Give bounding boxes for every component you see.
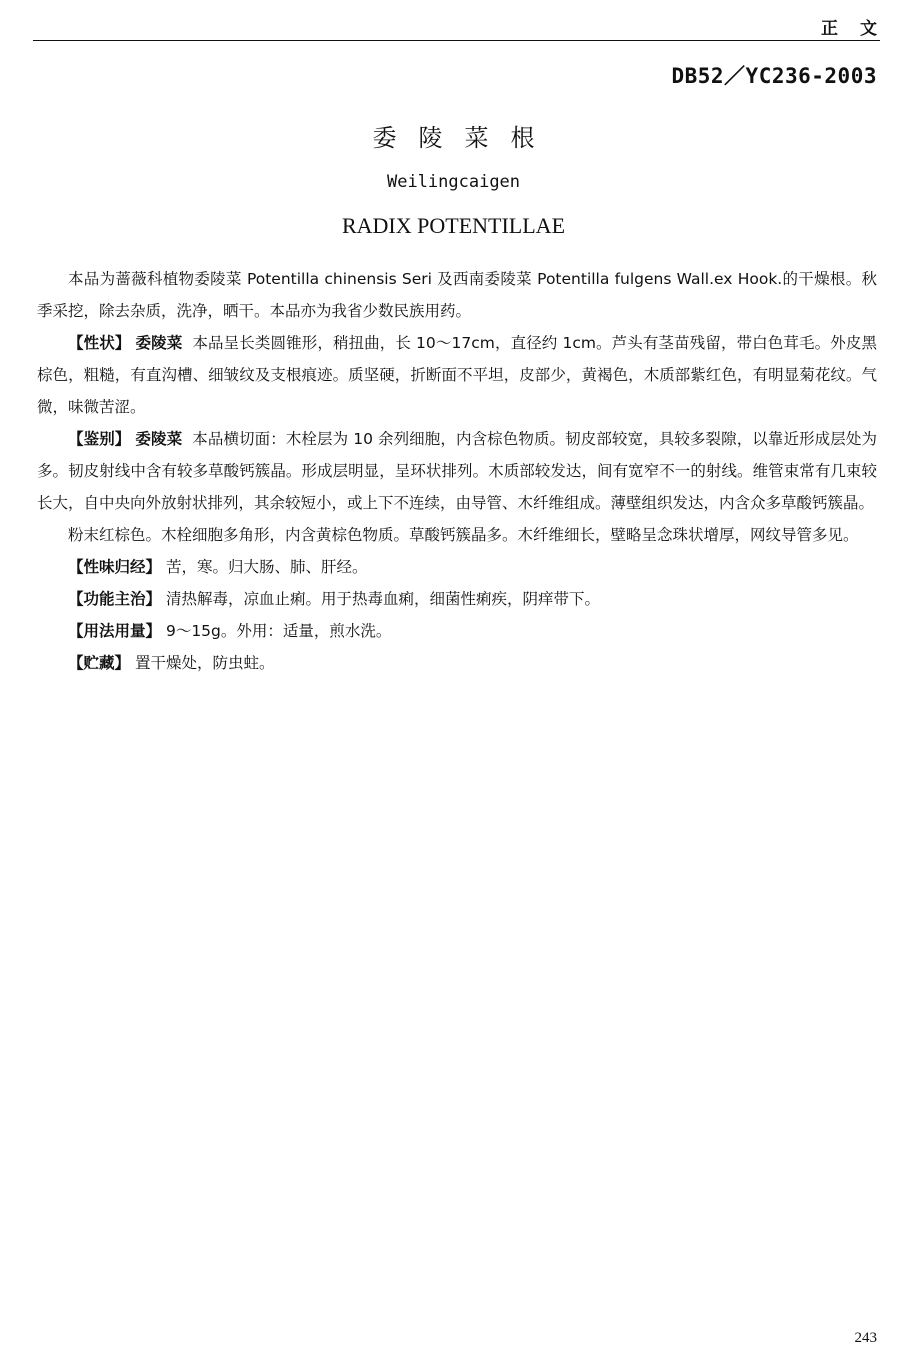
title-pinyin: Weilingcaigen	[386, 172, 521, 192]
intro-paragraph	[37, 263, 877, 327]
dosage-heading: 【用法用量】	[68, 622, 162, 640]
properties-subject: 委陵菜	[135, 334, 183, 352]
dosage-text: 9～15g。外用：适量，煎水洗。	[165, 622, 392, 640]
dosage-paragraph	[37, 615, 877, 647]
storage-heading: 【贮藏】	[68, 654, 131, 672]
header-rule	[33, 40, 880, 41]
storage-text: 置干燥处，防虫蛀。	[134, 654, 275, 672]
standard-number: DB52／YC236-2003	[671, 64, 877, 88]
functions-heading: 【功能主治】	[68, 590, 162, 608]
properties-text: 本品呈长类圆锥形，稍扭曲，长 10～17cm，直径约 1cm。芦头有茎苗残留，带白色茸毛。外皮黑棕色，粗糙，有直沟槽、细皱纹及支根痕迹。质坚硬，折断面不平坦，皮部少，黄褐色，木质部紫红色，有明显菊花纹。气微，味微苦涩。	[37, 334, 877, 416]
nature-meridian-paragraph	[37, 551, 877, 583]
powder-paragraph	[37, 519, 877, 551]
functions-paragraph	[37, 583, 877, 615]
identification-heading: 【鉴别】	[68, 430, 131, 448]
powder-text: 粉末红棕色。木栓细胞多角形，内含黄棕色物质。草酸钙簇晶多。木纤维细长，壁略呈念珠状增厚，网纹导管多见。	[68, 526, 859, 544]
functions-text: 清热解毒，凉血止痢。用于热毒血痢，细菌性痢疾，阴痒带下。	[165, 590, 600, 608]
monograph-body	[37, 263, 877, 679]
identification-paragraph	[37, 423, 877, 519]
section-label: 正文	[821, 19, 899, 39]
nature-meridian-heading: 【性味归经】	[68, 558, 162, 576]
nature-meridian-text: 苦，寒。归大肠、肺、肝经。	[165, 558, 368, 576]
properties-paragraph	[37, 327, 877, 423]
title-chinese: 委陵菜根	[372, 124, 557, 152]
page-number: 243	[854, 1330, 877, 1346]
properties-heading: 【性状】	[68, 334, 131, 352]
title-latin: RADIX POTENTILLAE	[341, 213, 566, 238]
storage-paragraph	[37, 647, 877, 679]
intro-text: 本品为蔷薇科植物委陵菜 Potentilla chinensis Seri 及西南委陵菜 Potentilla fulgens Wall.ex Hook.的干燥根。秋季采挖，除去杂质，洗净，晒干。本品亦为我省少数民族用药。	[37, 270, 877, 320]
identification-subject: 委陵菜	[135, 430, 183, 448]
identification-text: 本品横切面：木栓层为 10 余列细胞，内含棕色物质。韧皮部较宽，具较多裂隙，以靠近形成层处为多。韧皮射线中含有较多草酸钙簇晶。形成层明显，呈环状排列。木质部较发达，间有宽窄不一的射线。维管束常有几束较长大，自中央向外放射状排列，其余较短小，或上下不连续，由导管、木纤维组成。薄壁组织发达，内含众多草酸钙簇晶。	[37, 430, 877, 512]
